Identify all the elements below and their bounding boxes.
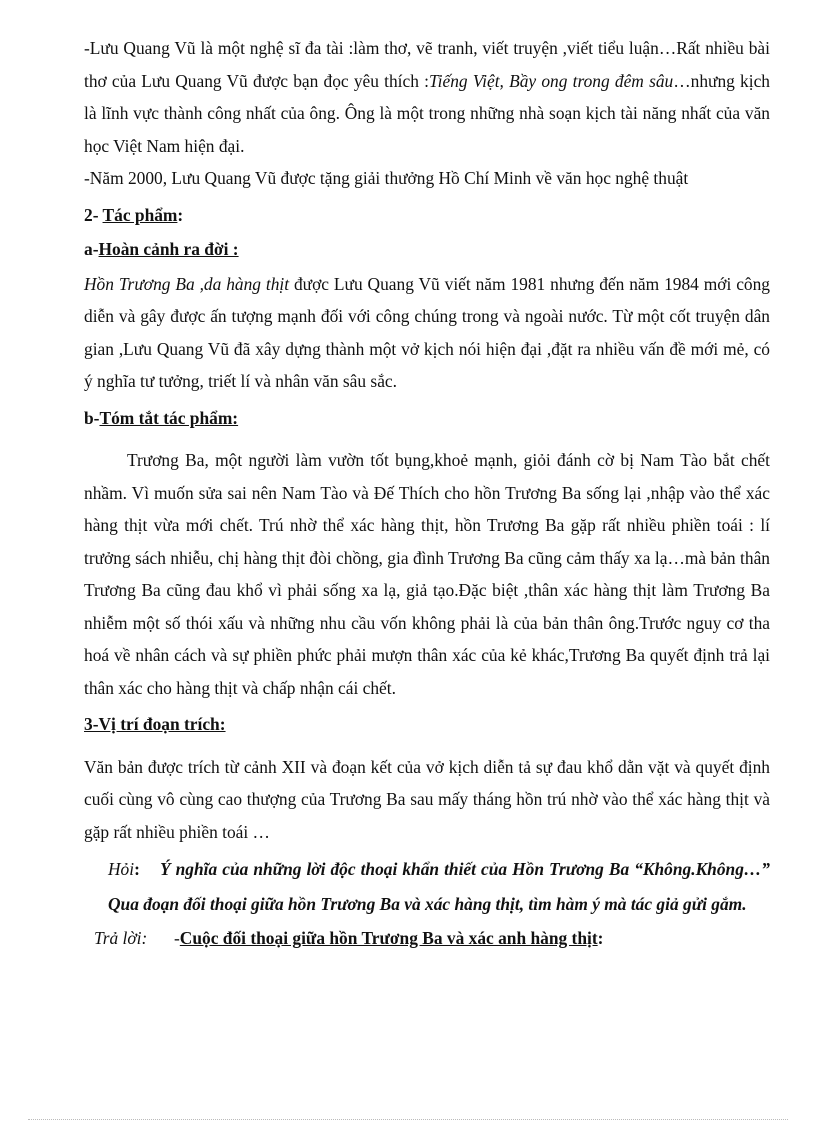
question-block bbox=[108, 852, 770, 922]
section-a-paragraph bbox=[84, 268, 770, 398]
section-2-heading bbox=[84, 199, 770, 232]
section-a-title: Hoàn cảnh ra đời : bbox=[98, 239, 239, 259]
answer-heading: Cuộc đối thoại giữa hồn Trương Ba và xác anh hàng thịt bbox=[179, 928, 598, 948]
question-label: Hỏi bbox=[108, 859, 135, 879]
section-2-prefix: 2- bbox=[84, 204, 103, 225]
intro-text-b: …nhưng kịch là lĩnh vực thành công nhất của ông. Ông là một trong những nhà soạn kịch tài năng nhất của văn học Việt Nam hiện đại. bbox=[84, 70, 770, 156]
section-a-heading bbox=[84, 233, 770, 266]
answer-label: Trả lời: bbox=[94, 928, 148, 948]
intro-paragraph-2: -Năm 2000, Lưu Quang Vũ được tặng giải thưởng Hồ Chí Minh về văn học nghệ thuật bbox=[84, 168, 689, 188]
question-lead bbox=[108, 852, 160, 887]
intro-text-a: -Lưu Quang Vũ là một nghệ sĩ đa tài :làm thơ, vẽ tranh, viết truyện ,viết tiểu luận…Rất nhiều bài thơ của Lưu Quang Vũ được bạn đọc yêu thích : bbox=[84, 38, 770, 91]
footer-divider bbox=[28, 1119, 788, 1120]
section-a-prefix: a- bbox=[84, 239, 99, 259]
section-3-paragraph: Văn bản được trích từ cảnh XII và đoạn kết của vở kịch diễn tả sự đau khổ dằn vặt và quyết định cuối cùng vô cùng cao thượng của Trương Ba sau mấy tháng hồn trú nhờ vào thể xác hàng thịt và gặp rất nhiều phiền toái … bbox=[84, 756, 770, 842]
intro-paragraph-1 bbox=[84, 32, 770, 162]
section-b-title: Tóm tắt tác phẩm: bbox=[99, 407, 239, 428]
answer-colon: : bbox=[597, 928, 604, 948]
section-2-suffix: : bbox=[177, 204, 184, 225]
intro-italic-titles: Tiếng Việt, Bầy ong trong đêm sâu bbox=[428, 70, 674, 91]
answer-block bbox=[94, 922, 770, 955]
section-b-heading bbox=[84, 402, 770, 435]
section-2-title: Tác phẩm bbox=[102, 204, 178, 225]
section-b-prefix: b- bbox=[84, 407, 100, 428]
section-3-heading: 3-Vị trí đoạn trích: bbox=[84, 714, 226, 734]
question-colon: : bbox=[134, 859, 140, 879]
section-a-text: được Lưu Quang Vũ viết năm 1981 nhưng đến năm 1984 mới công diễn và gây được ấn tượng mạnh đối với công chúng trong và ngoài nước. Từ một cốt truyện dân gian ,Lưu Quang Vũ đã xây dựng thành một vở kịch nói hiện đại ,đặt ra nhiều vấn đề mới mẻ, có ý nghĩa tư tưởng, triết lí và nhân văn sâu sắc. bbox=[84, 273, 770, 391]
section-b-paragraph: Trương Ba, một người làm vườn tốt bụng,khoẻ mạnh, giỏi đánh cờ bị Nam Tào bắt chết nhầm. Vì muốn sửa sai nên Nam Tào và Đế Thích cho hồn Trương Ba sống lại ,nhập vào thể xác hàng thịt vừa mới chết. Trú nhờ thể xác hàng thịt, hồn Trương Ba gặp rất nhiều phiền toái : lí trưởng sách nhiễu, chị hàng thịt đòi chồng, gia đình Trương Ba cũng cảm thấy xa lạ…mà bản thân Trương Ba cũng đau khổ vì phải sống xa lạ, giả tạo.Đặc biệt ,thân xác hàng thịt làm Trương Ba nhiễm một số thói xấu và những nhu cầu vốn không phải là của bản thân ông.Trước nguy cơ tha hoá về nhân cách và sự phiền phức phải mượn thân xác của kẻ khác,Trương Ba quyết định trả lại thân xác cho hàng thịt và chấp nhận cái chết. bbox=[84, 450, 770, 698]
document-page bbox=[84, 32, 770, 955]
answer-dash: - bbox=[174, 928, 180, 948]
work-title-italic: Hồn Trương Ba ,da hàng thịt bbox=[84, 273, 290, 294]
question-text: Ý nghĩa của những lời độc thoại khẩn thiết của Hồn Trương Ba “Không.Không…” Qua đoạn đối thoại giữa hồn Trương Ba và xác hàng thịt, tìm hàm ý mà tác giả gửi gắm. bbox=[108, 859, 770, 914]
